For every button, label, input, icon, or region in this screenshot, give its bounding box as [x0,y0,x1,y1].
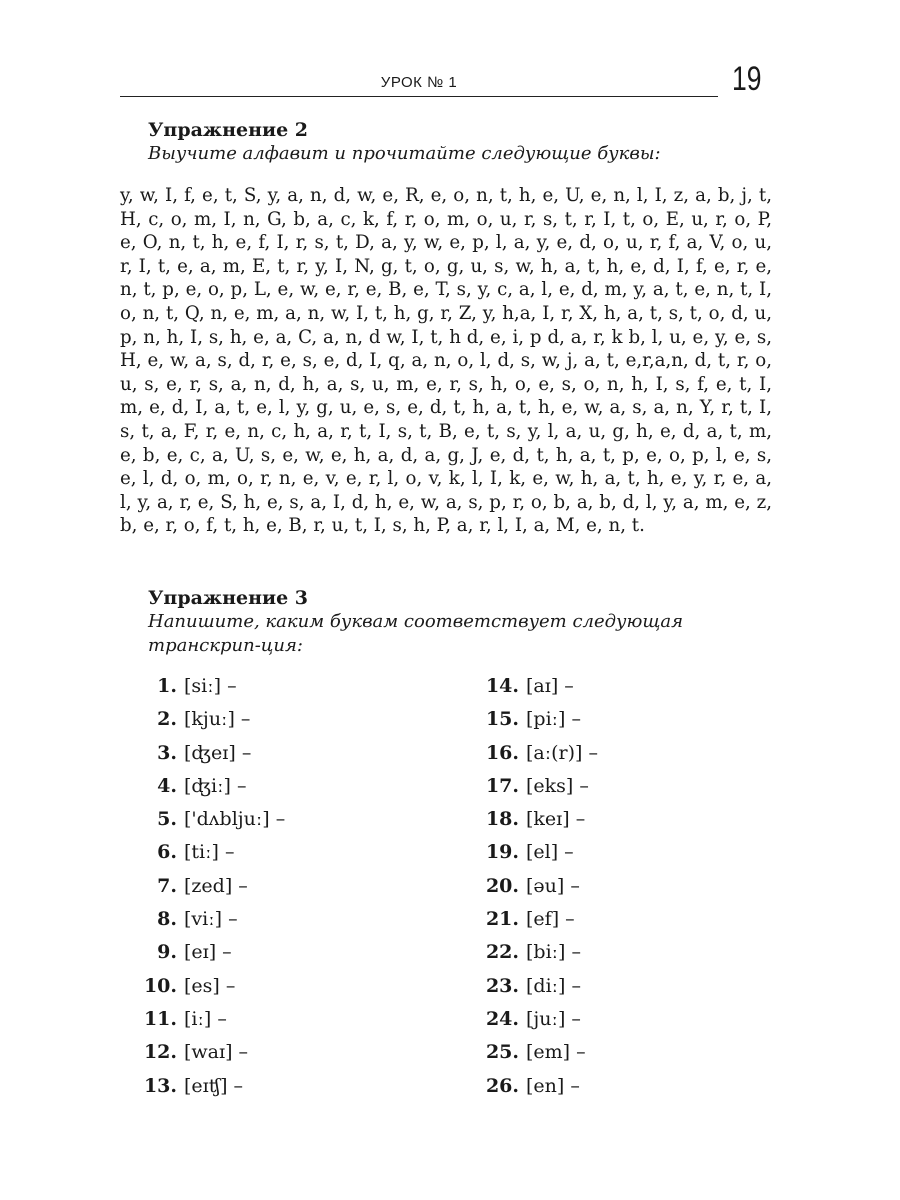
item-transcription: ['dʌbljuː] – [184,808,286,831]
item-transcription: [en] – [526,1074,580,1097]
transcription-item [478,808,708,841]
item-number: 18. [485,808,519,831]
transcription-item [478,775,708,808]
item-number: 3. [157,741,177,764]
item-number: 22. [485,941,519,964]
item-transcription: [eɪʧ] – [184,1074,244,1097]
transcription-item [140,908,478,941]
transcription-item [140,1008,478,1041]
item-transcription: [ʤeɪ] – [184,741,252,764]
item-transcription: [kjuː] – [184,708,251,731]
item-number: 11. [143,1007,177,1030]
item-number: 5. [157,808,177,831]
transcription-item [478,908,708,941]
transcription-item [140,675,478,708]
item-transcription: [ef] – [526,908,575,931]
item-transcription: [biː] – [526,941,582,964]
item-transcription: [siː] – [184,675,237,697]
transcription-item [478,742,708,775]
item-number: 25. [485,1041,519,1064]
item-number: 4. [157,774,177,797]
transcription-item [478,708,708,741]
item-number: 24. [485,1007,519,1030]
transcription-item [478,675,708,708]
letter-sequence: y, w, I, f, e, t, S, y, a, n, d, w, e, R, e, o, n, t, h, e, U, e, n, l, I, z, a, b, j, t, H, c, o, m, I, n, G, b, a, c, k, f, r, o, m, o, u, r, s, t, r, I, t, o, E, u, r, o, P, e, O, n, t, h, e, f, I, r, s, t, D, a, y, w, e, p, l, a, y, e, d, o, u, r, f, a, V, o, u, r, I, t, e, a, m, E, t, r, y, I, N, g, t, o, g, u, s, w, h, a, t, h, e, d, I, f, e, r, e, n, t, p, e, o, p, L, e, w, e, r, e, B, e, T, s, y, c, a, l, e, d, m, y, a, t, e, n, t, I, o, n, t, Q, n, e, m, a, n, w, I, t, h, g, r, Z, y, h,a, I, r, X, h, a, t, s, t, o, d, u, p, n, h, I, s, h, e, a, C, a, n, d w, I, t, h d, e, i, p d, a, r, k b, l, u, e, y, e, s, H, e, w, a, s, d, r, e, s, e, d, I, q, a, n, o, l, d, s, w, j, a, t, e,r,a,n, d, t, r, o, u, s, e, r, s, a, n, d, h, a, s, u, m, e, r, s, h, o, e, s, o, n, h, I, s, f, e, t, I, m, e, d, I, a, t, e, l, y, g, u, e, s, e, d, t, h, a, t, h, e, w, a, s, a, n, Y, r, t, I, s, t, a, F, r, e, n, c, h, a, r, t, I, s, t, B, e, t, s, y, l, a, u, g, h, e, d, a, t, m, e, b, e, c, a, U, s, e, w, e, h, a, d, a, g, J, e, d, t, h, a, t, p, e, o, p, l, e, s, e, l, d, o, m, o, r, n, e, v, e, r, l, o, v, k, l, I, k, e, w, h, a, t, h, e, y, r, e, a, l, y, a, r, e, S, h, e, s, a, I, d, h, e, w, a, s, p, r, o, b, a, b, d, l, y, a, m, e, z, b, e, r, o, f, t, h, e, B, r, u, t, I, s, h, P, a, r, l, I, a, M, e, n, t. [120,185,772,537]
item-transcription: [viː] – [184,908,238,931]
item-transcription: [el] – [526,841,574,864]
transcription-item [140,1075,478,1108]
exercise-2-heading [148,118,773,166]
item-number: 17. [485,774,519,797]
exercise-3-instruction: Напишите, каким буквам соответствует следующая транскрип-ция: [148,611,684,656]
item-number: 21. [485,908,519,931]
item-transcription: [iː] – [184,1007,227,1030]
item-number: 10. [143,974,177,997]
item-number: 23. [485,974,519,997]
item-transcription: [em] – [526,1041,586,1064]
transcription-item [140,875,478,908]
transcription-item [478,941,708,974]
item-number: 14. [485,675,519,697]
transcription-item [140,808,478,841]
transcription-item [478,1075,708,1108]
transcription-item [140,975,478,1008]
item-transcription: [ʤiː] – [184,774,247,797]
transcription-item [478,1041,708,1074]
header-rule [120,96,718,97]
item-transcription: [waɪ] – [184,1041,249,1064]
transcription-item [140,1041,478,1074]
transcription-item [478,975,708,1008]
item-transcription: [es] – [184,974,236,997]
item-number: 6. [157,841,177,864]
exercise-2-title: Упражнение 2 [148,119,309,141]
item-transcription: [eɪ] – [184,941,232,964]
transcription-item [140,941,478,974]
item-number: 2. [157,708,177,731]
item-number: 15. [485,708,519,731]
transcription-list [140,675,700,1108]
item-number: 16. [485,741,519,764]
item-transcription: [juː] – [526,1007,581,1030]
transcription-item [140,841,478,874]
item-transcription: [aː(r)] – [526,741,599,764]
exercise-3-heading [148,586,773,658]
item-number: 1. [157,675,177,697]
item-number: 19. [485,841,519,864]
transcription-item [478,875,708,908]
item-transcription: [eks] – [526,774,589,797]
item-number: 13. [143,1074,177,1097]
item-number: 20. [485,874,519,897]
item-transcription: [tiː] – [184,841,235,864]
transcription-item [478,1008,708,1041]
item-transcription: [zed] – [184,874,248,897]
item-transcription: [keɪ] – [526,808,586,831]
transcription-item [140,708,478,741]
item-transcription: [əu] – [526,874,580,897]
item-number: 26. [485,1074,519,1097]
page-number: 19 [732,60,762,98]
exercise-3-title: Упражнение 3 [148,587,309,609]
item-number: 12. [143,1041,177,1064]
item-transcription: [diː] – [526,974,582,997]
running-head: УРОК № 1 [380,74,458,91]
exercise-2-instruction: Выучите алфавит и прочитайте следующие буквы: [148,143,661,164]
item-number: 9. [157,941,177,964]
item-number: 8. [157,908,177,931]
transcription-item [140,775,478,808]
transcription-item [140,742,478,775]
page-header [120,62,770,102]
transcription-item [478,841,708,874]
item-transcription: [piː] – [526,708,582,731]
item-number: 7. [157,874,177,897]
item-transcription: [aɪ] – [526,675,574,697]
